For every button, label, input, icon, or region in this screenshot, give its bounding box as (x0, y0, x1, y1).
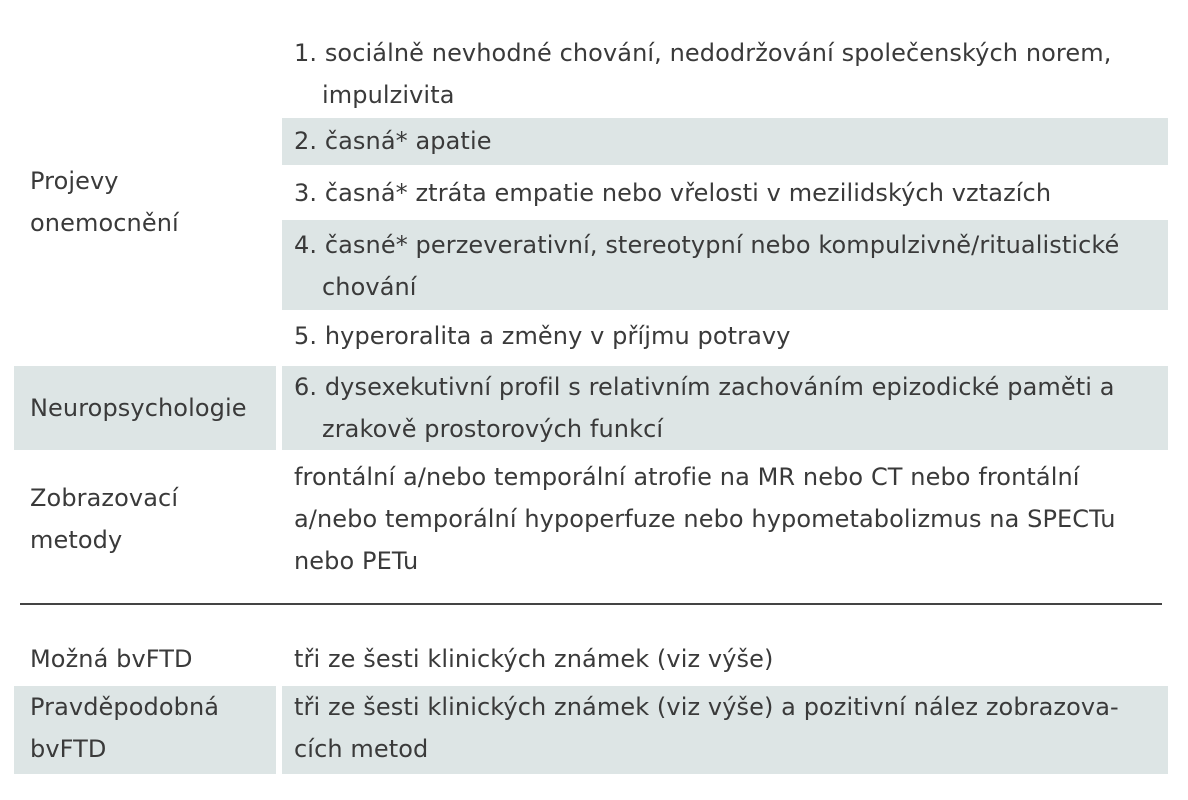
criterion-4 (282, 220, 1168, 310)
label-projevy-onemocneni: Projevy onemocnění (30, 167, 179, 237)
criterion-6-text: 6. dysexekutivní profil s relativním zachováním epizodické paměti a zrakově prostorových funkcí (294, 373, 1115, 443)
criterion-2-text: 2. časná* apatie (294, 127, 492, 155)
label-mozna-bvftd: Možná bvFTD (30, 645, 193, 673)
criterion-1 (282, 32, 1168, 116)
label-neuropsychologie: Neuropsychologie (14, 366, 276, 450)
criterion-5-text: 5. hyperoralita a změny v příjmu potravy (294, 322, 791, 350)
criterion-3-text: 3. časná* ztráta empatie nebo vřelosti v mezilidských vztazích (294, 179, 1052, 207)
criterion-2 (282, 118, 1168, 165)
criterion-imaging: frontální a/nebo temporální atrofie na MR nebo CT nebo frontální a/nebo temporální hypoperfuze nebo hypometabolizmus na SPECTu nebo PETu (294, 463, 1116, 575)
criterion-3 (282, 170, 1168, 217)
criterion-4-text: 4. časné* perzeverativní, stereotypní nebo kompulzivně/ritualistické chování (294, 231, 1120, 301)
section-divider (20, 603, 1162, 605)
criterion-6 (282, 366, 1168, 450)
mozna-bvftd-text: tři ze šesti klinických známek (viz výše) (294, 645, 774, 673)
label-pravdepodobna-bvftd: Pravděpodobná bvFTD (14, 686, 276, 774)
pravdepodobna-bvftd-text: tři ze šesti klinických známek (viz výše) a pozitivní nález zobrazova-cích metod (282, 686, 1168, 774)
label-zobrazovaci-metody: Zobrazovací metody (30, 484, 179, 554)
criterion-5 (282, 313, 1168, 360)
criterion-1-text: 1. sociálně nevhodné chování, nedodržování společenských norem, impulzivita (294, 39, 1112, 109)
